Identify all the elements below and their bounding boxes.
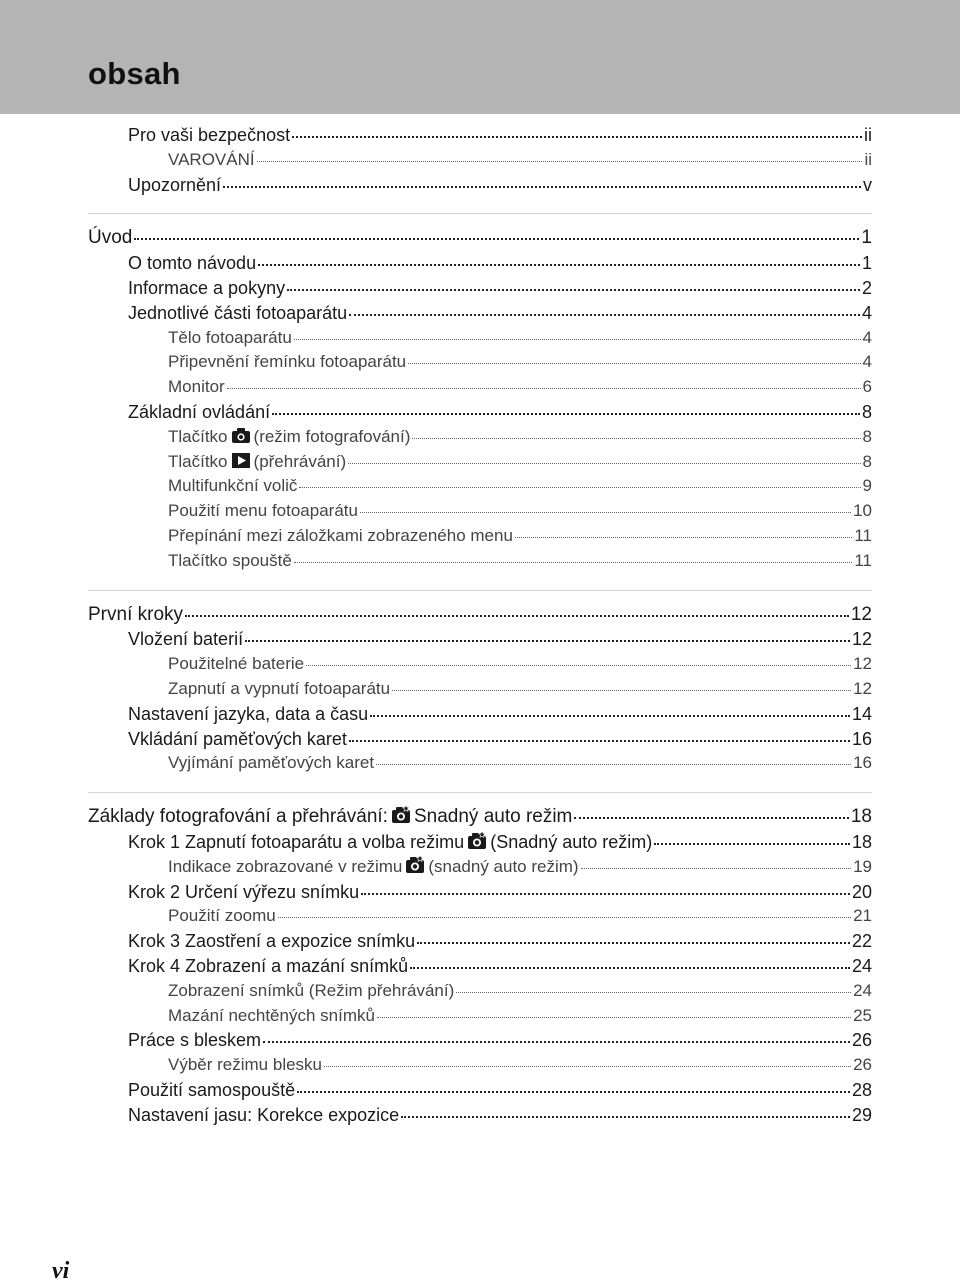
dot-leader — [370, 715, 850, 717]
toc-entry-label: Zapnutí a vypnutí fotoaparátu — [168, 678, 391, 698]
toc-entry-page: 28 — [851, 1079, 872, 1100]
dot-leader — [324, 1066, 851, 1067]
toc-entry[interactable] — [0, 1103, 872, 1128]
dot-leader — [223, 186, 861, 188]
dot-leader — [348, 463, 860, 464]
toc-entry-page: 29 — [851, 1104, 872, 1125]
toc-entry-page: 18 — [851, 831, 872, 852]
dot-leader — [401, 1116, 850, 1118]
toc-entry-page: 11 — [854, 525, 872, 545]
dot-leader — [297, 1091, 850, 1093]
divider — [88, 792, 872, 793]
toc-entry-label — [88, 805, 572, 832]
toc-entry-page: 12 — [850, 603, 872, 625]
toc-entry-label-part: (režim fotografování) — [253, 426, 411, 446]
toc-entry-label: Úvod — [88, 227, 133, 249]
toc-entry[interactable] — [0, 855, 872, 880]
dot-leader — [185, 615, 849, 617]
toc-entry[interactable] — [0, 702, 872, 727]
easy-auto-icon — [405, 855, 425, 882]
toc-entry-label-part: Krok 1 Zapnutí fotoaparátu a volba režimu — [128, 831, 465, 852]
toc-entry-label: Zobrazení snímků (Režim přehrávání) — [168, 980, 455, 1000]
toc-entry-page: 22 — [851, 931, 872, 952]
toc-entry[interactable] — [0, 677, 872, 702]
dot-leader — [417, 942, 850, 944]
play-icon — [231, 452, 251, 477]
dot-leader — [349, 740, 850, 742]
toc-entry[interactable] — [0, 929, 872, 954]
toc-entry[interactable] — [0, 652, 872, 677]
toc-entry-page: 14 — [851, 703, 872, 724]
toc-entry[interactable] — [0, 276, 872, 301]
toc-entry-label: Použití menu fotoaparátu — [168, 501, 358, 521]
toc-entry-page: 16 — [851, 728, 872, 749]
divider — [88, 590, 872, 591]
toc-entry-page: 6 — [862, 377, 872, 397]
dot-leader — [134, 238, 859, 240]
toc-entry-page: 12 — [853, 678, 872, 698]
toc-entry[interactable] — [0, 1028, 872, 1053]
toc-entry-page: 4 — [862, 327, 872, 347]
toc-entry-label-part: (snadný auto režim) — [428, 856, 579, 876]
toc-entry-page: v — [863, 174, 872, 195]
toc-entry[interactable] — [0, 474, 872, 499]
toc-entry-label: O tomto návodu — [128, 253, 257, 274]
toc-entry-page: 4 — [861, 302, 872, 323]
toc-entry[interactable] — [0, 627, 872, 652]
toc-entry-label: Práce s bleskem — [128, 1030, 262, 1051]
toc-entry-page: 10 — [853, 501, 872, 521]
toc-entry-label: Mazání nechtěných snímků — [168, 1005, 375, 1025]
dot-leader — [287, 289, 860, 291]
toc-entry-label-part: Tlačítko — [168, 426, 228, 446]
dot-leader — [361, 893, 850, 895]
toc-entry-label: Vkládání paměťových karet — [128, 728, 347, 749]
toc-entry-label: Použití zoomu — [168, 906, 276, 926]
toc-entry-page: ii — [864, 149, 872, 169]
toc-entry-page: 25 — [853, 1005, 872, 1025]
toc-entry-label: Jednotlivé části fotoaparátu — [128, 302, 348, 323]
dot-leader — [456, 992, 851, 993]
toc-entry[interactable] — [0, 979, 872, 1004]
toc-entry-page: 11 — [854, 550, 872, 570]
toc-entry[interactable] — [0, 904, 872, 929]
toc-entry-label: Vložení baterií — [128, 629, 244, 650]
dot-leader — [299, 487, 860, 488]
toc-entry[interactable] — [0, 603, 872, 628]
dot-leader — [392, 690, 851, 691]
toc-entry-page: 2 — [861, 277, 872, 298]
toc-entry-page: 24 — [851, 955, 872, 976]
toc-entry-page: 16 — [853, 753, 872, 773]
toc-entry[interactable] — [0, 954, 872, 979]
dot-leader — [574, 817, 848, 819]
toc-entry-label — [168, 450, 346, 477]
toc-entry-page: 9 — [862, 476, 872, 496]
toc-entry[interactable] — [0, 148, 872, 173]
dot-leader — [306, 665, 851, 666]
toc-entry-label: Krok 2 Určení výřezu snímku — [128, 881, 360, 902]
dot-leader — [245, 640, 850, 642]
toc-entry-label — [168, 425, 410, 452]
toc-entry-page: 19 — [853, 856, 872, 876]
dot-leader — [227, 388, 861, 389]
toc-entry[interactable] — [0, 425, 872, 450]
toc-entry[interactable] — [0, 549, 872, 574]
toc-entry-page: 12 — [851, 629, 872, 650]
dot-leader — [258, 264, 860, 266]
dot-leader — [377, 1017, 851, 1018]
table-of-contents — [0, 123, 960, 1127]
toc-entry[interactable] — [0, 1078, 872, 1103]
dot-leader — [654, 843, 850, 845]
dot-leader — [257, 161, 863, 162]
toc-entry[interactable] — [0, 301, 872, 326]
divider — [88, 213, 872, 214]
toc-entry[interactable] — [0, 375, 872, 400]
page-title: obsah — [88, 56, 181, 91]
toc-entry-label: Nastavení jasu: Korekce expozice — [128, 1104, 400, 1125]
toc-entry-page: 24 — [853, 980, 872, 1000]
toc-entry-page: 8 — [862, 451, 872, 471]
easy-auto-icon — [467, 831, 487, 857]
toc-entry[interactable] — [0, 251, 872, 276]
toc-entry-label: Připevnění řemínku fotoaparátu — [168, 352, 407, 372]
dot-leader — [412, 438, 860, 439]
toc-entry[interactable] — [0, 880, 872, 905]
toc-entry-label: VAROVÁNÍ — [168, 149, 255, 169]
toc-entry-page: 1 — [861, 253, 872, 274]
dot-leader — [408, 363, 860, 364]
toc-entry[interactable] — [0, 400, 872, 425]
toc-entry-page: 26 — [851, 1030, 872, 1051]
dot-leader — [360, 512, 851, 513]
toc-entry-page: 26 — [853, 1055, 872, 1075]
page-number: vi — [52, 1258, 70, 1284]
toc-entry-page: 1 — [861, 227, 872, 249]
toc-entry-page: 18 — [850, 806, 872, 828]
toc-entry-label-part: (Snadný auto režim) — [490, 831, 653, 852]
toc-entry[interactable] — [0, 350, 872, 375]
toc-entry[interactable] — [0, 173, 872, 198]
toc-entry[interactable] — [0, 1004, 872, 1029]
toc-entry-label: Krok 4 Zobrazení a mazání snímků — [128, 955, 409, 976]
toc-entry-label-part: Základy fotografování a přehrávání: — [88, 806, 388, 828]
toc-entry-label-part: (přehrávání) — [253, 451, 347, 471]
dot-leader — [581, 868, 852, 869]
camera-icon — [231, 427, 251, 452]
dot-leader — [263, 1041, 850, 1043]
easy-auto-icon — [391, 805, 411, 832]
toc-entry-label: Vyjímání paměťových karet — [168, 753, 375, 773]
toc-group-intro — [0, 226, 960, 573]
toc-entry-page: ii — [864, 125, 872, 145]
toc-entry-label-part: Indikace zobrazované v režimu — [168, 856, 403, 876]
toc-entry-label: První kroky — [88, 603, 184, 625]
toc-entry-label: Tělo fotoaparátu — [168, 327, 292, 347]
dot-leader — [294, 562, 853, 563]
toc-entry-page: 8 — [861, 401, 872, 422]
toc-entry[interactable] — [0, 450, 872, 475]
toc-group-basics — [0, 805, 960, 1127]
toc-entry-label: Upozornění — [128, 174, 222, 195]
toc-entry-label — [128, 830, 652, 857]
toc-entry-label: Pro vaši bezpečnost — [128, 125, 291, 145]
dot-leader — [410, 967, 850, 969]
toc-entry-label-part: Snadný auto režim — [413, 806, 573, 828]
dot-leader — [272, 413, 860, 415]
toc-entry-label: Použitelné baterie — [168, 654, 305, 674]
toc-group-first-steps — [0, 603, 960, 777]
toc-entry-page: 4 — [862, 352, 872, 372]
toc-entry-label: Použití samospouště — [128, 1079, 296, 1100]
toc-entry-page: 20 — [851, 881, 872, 902]
toc-entry[interactable] — [0, 751, 872, 776]
toc-entry[interactable] — [0, 326, 872, 351]
toc-entry-label: Nastavení jazyka, data a času — [128, 703, 369, 724]
toc-entry[interactable] — [0, 805, 872, 830]
dot-leader — [278, 917, 851, 918]
dot-leader — [294, 339, 861, 340]
toc-entry-page: 21 — [853, 906, 872, 926]
toc-entry-label: Základní ovládání — [128, 401, 271, 422]
toc-entry-label-part: Tlačítko — [168, 451, 228, 471]
toc-entry-label: Tlačítko spouště — [168, 550, 292, 570]
toc-entry-label: Informace a pokyny — [128, 277, 286, 298]
toc-entry-label: Monitor — [168, 377, 225, 397]
toc-entry[interactable] — [0, 123, 872, 148]
dot-leader — [292, 136, 862, 138]
toc-group-safety — [0, 123, 960, 197]
dot-leader — [376, 764, 851, 765]
toc-entry-page: 12 — [853, 654, 872, 674]
toc-entry-page: 8 — [862, 426, 872, 446]
toc-entry-label — [168, 855, 579, 882]
toc-entry[interactable] — [0, 226, 872, 251]
toc-entry[interactable] — [0, 830, 872, 855]
toc-entry[interactable] — [0, 499, 872, 524]
toc-entry[interactable] — [0, 524, 872, 549]
toc-entry[interactable] — [0, 1053, 872, 1078]
dot-leader — [349, 314, 860, 316]
toc-entry[interactable] — [0, 727, 872, 752]
toc-entry-label: Přepínání mezi záložkami zobrazeného menu — [168, 525, 513, 545]
toc-entry-label: Krok 3 Zaostření a expozice snímku — [128, 931, 416, 952]
toc-entry-label: Multifunkční volič — [168, 476, 298, 496]
toc-entry-label: Výběr režimu blesku — [168, 1055, 323, 1075]
dot-leader — [515, 537, 852, 538]
